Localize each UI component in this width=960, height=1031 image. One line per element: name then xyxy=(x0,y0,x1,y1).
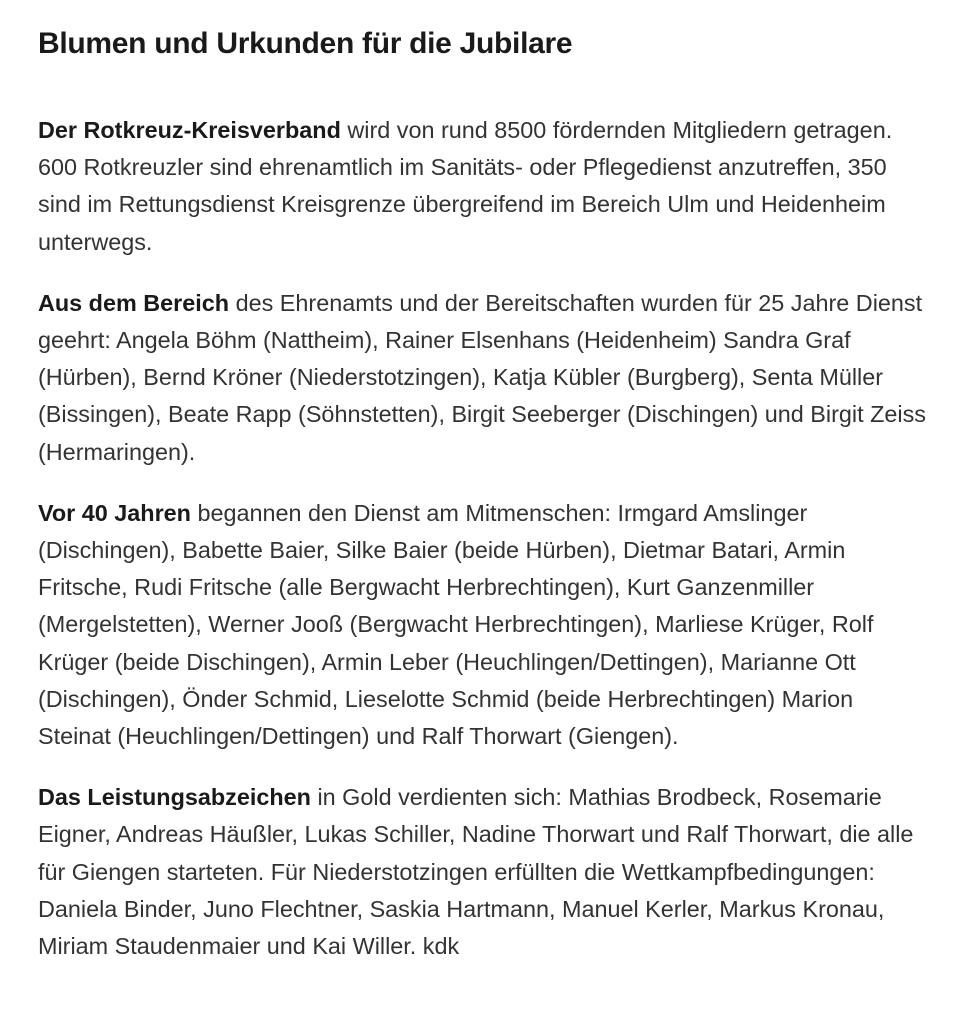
article-headline: Blumen und Urkunden für die Jubilare xyxy=(38,27,573,60)
paragraph-lead: Aus dem Bereich xyxy=(38,289,230,316)
paragraph-lead: Das Leistungsabzeichen xyxy=(38,784,311,811)
paragraph-lead: Vor 40 Jahren xyxy=(38,499,191,526)
paragraph-text: des Ehrenamts und der Bereitschaften wurden für 25 Jahre Dienst geehrt: Angela Böhm (Nattheim), Rainer Elsenhans (Heidenheim) Sandra Graf (Hürben), Bernd Kröner (Niederstotzingen), Katja Kübler (Burgberg), Senta Müller (Bissingen), Beate Rapp (Söhnstetten), Birgit Seeberger (Dischingen) und Birgit Zeiss (Hermaringen). xyxy=(38,289,926,465)
paragraph-25-jahre xyxy=(38,285,928,471)
paragraph-lead: Der Rotkreuz-Kreisverband xyxy=(38,117,341,143)
paragraph-text: in Gold verdienten sich: Mathias Brodbeck, Rosemarie Eigner, Andreas Häußler, Lukas Schiller, Nadine Thorwart und Ralf Thorwart, die alle für Giengen starteten. Für Niederstotzingen erfüllten die Wettkampfbedingungen: Daniela Binder, Juno Flechtner, Saskia Hartmann, Manuel Kerler, Markus Kronau, Miriam Staudenmaier und Kai Willer. kdk xyxy=(38,784,914,960)
paragraph-text: begannen den Dienst am Mitmenschen: Irmgard Amslinger (Dischingen), Babette Baier, Silke Baier (beide Hürben), Dietmar Batari, Armin Fritsche, Rudi Fritsche (alle Bergwacht Herbrechtingen), Kurt Ganzenmiller (Mergelstetten), Werner Jooß (Bergwacht Herbrechtingen), Marliese Krüger, Rolf Krüger (beide Dischingen), Armin Leber (Heuchlingen/Dettingen), Marianne Ott (Dischingen), Önder Schmid, Lieselotte Schmid (beide Herbrechtingen) Marion Steinat (Heuchlingen/Dettingen) und Ralf Thorwart (Giengen). xyxy=(38,499,874,750)
paragraph-kreisverband xyxy=(38,112,928,261)
paragraph-text: wird von rund 8500 fördernden Mitgliedern getragen. 600 Rotkreuzler sind ehrenamtlich im Sanitäts- oder Pflegedienst anzutreffen, 350 sind im Rettungsdienst Kreisgrenze übergreifend im Bereich Ulm und Heidenheim unterwegs. xyxy=(38,117,893,255)
paragraph-40-jahre xyxy=(38,495,928,755)
paragraph-leistungsabzeichen xyxy=(38,779,928,965)
